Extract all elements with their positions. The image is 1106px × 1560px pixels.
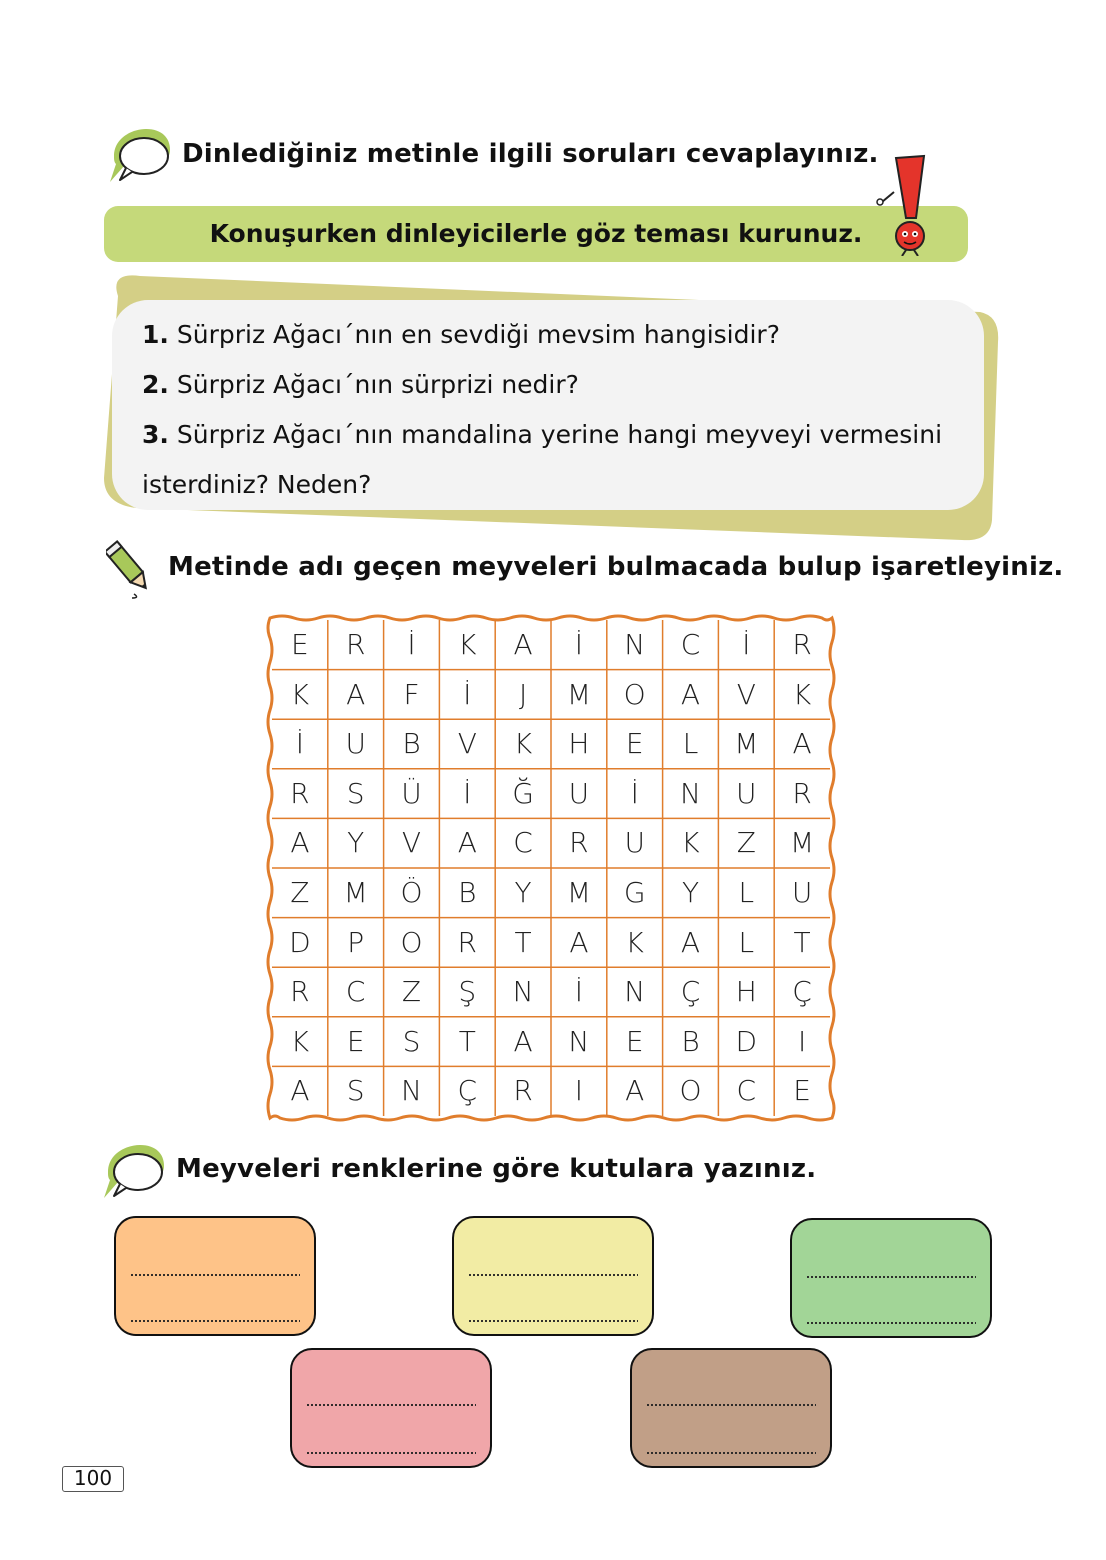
puzzle-cell[interactable]: C bbox=[736, 1074, 757, 1108]
puzzle-cell[interactable]: Z bbox=[401, 975, 422, 1009]
puzzle-cell[interactable]: T bbox=[458, 1024, 476, 1058]
puzzle-cell[interactable]: A bbox=[457, 826, 477, 860]
page-number: 100 bbox=[62, 1466, 124, 1492]
puzzle-cell[interactable]: Z bbox=[736, 826, 756, 860]
puzzle-cell[interactable]: A bbox=[680, 677, 701, 711]
puzzle-cell[interactable]: N bbox=[568, 1024, 590, 1058]
puzzle-cell[interactable]: N bbox=[512, 975, 534, 1009]
puzzle-cell[interactable]: O bbox=[400, 925, 423, 959]
puzzle-cell[interactable]: I bbox=[574, 1074, 584, 1108]
question-number: 3. bbox=[142, 420, 169, 449]
puzzle-cell[interactable]: D bbox=[735, 1024, 758, 1058]
puzzle-cell[interactable]: İ bbox=[463, 776, 472, 810]
puzzle-cell[interactable]: Y bbox=[681, 876, 700, 909]
puzzle-cell[interactable]: A bbox=[290, 826, 310, 860]
puzzle-cell[interactable]: N bbox=[401, 1074, 422, 1108]
puzzle-cell[interactable]: U bbox=[791, 876, 813, 909]
puzzle-cell[interactable]: Ç bbox=[457, 1074, 478, 1108]
puzzle-cell[interactable]: T bbox=[514, 925, 532, 959]
puzzle-cell[interactable]: A bbox=[569, 925, 589, 959]
puzzle-cell[interactable]: Ö bbox=[400, 876, 423, 909]
speech-bubble-icon bbox=[104, 126, 172, 186]
puzzle-cell[interactable]: R bbox=[457, 925, 478, 959]
brown-fruit-box[interactable] bbox=[630, 1348, 832, 1468]
puzzle-cell[interactable]: A bbox=[290, 1074, 310, 1108]
puzzle-cell[interactable]: A bbox=[625, 1074, 645, 1108]
word-search-puzzle bbox=[264, 612, 844, 1124]
puzzle-cell[interactable]: U bbox=[624, 826, 645, 860]
puzzle-cell[interactable]: B bbox=[402, 727, 421, 761]
question-text: Sürpriz Ağacı´nın en sevdiği mevsim hangisidir? bbox=[176, 320, 780, 349]
puzzle-cell[interactable]: B bbox=[681, 1024, 700, 1058]
puzzle-cell[interactable]: M bbox=[566, 677, 591, 711]
puzzle-cell[interactable]: J bbox=[518, 677, 528, 711]
puzzle-cell[interactable]: İ bbox=[574, 975, 584, 1009]
puzzle-cell[interactable]: C bbox=[345, 975, 366, 1009]
puzzle-cell[interactable]: N bbox=[624, 628, 646, 661]
puzzle-cell[interactable]: İ bbox=[463, 677, 472, 711]
puzzle-cell[interactable]: Y bbox=[347, 826, 365, 860]
puzzle-cell[interactable]: B bbox=[458, 876, 477, 909]
speech-bubble-icon bbox=[98, 1142, 166, 1202]
yellow-fruit-box[interactable] bbox=[452, 1216, 654, 1336]
puzzle-cell[interactable]: M bbox=[343, 876, 368, 909]
puzzle-cell[interactable]: C bbox=[513, 826, 533, 860]
section1-heading: Dinlediğiniz metinle ilgili soruları cevaplayınız. bbox=[182, 139, 879, 169]
green-fruit-box[interactable] bbox=[790, 1218, 992, 1338]
section2-heading: Metinde adı geçen meyveleri bulmacada bulup işaretleyiniz. bbox=[168, 552, 1064, 582]
puzzle-cell[interactable]: Ü bbox=[401, 776, 422, 810]
puzzle-cell[interactable]: İ bbox=[574, 628, 584, 661]
puzzle-cell[interactable]: H bbox=[735, 975, 757, 1009]
puzzle-cell[interactable]: A bbox=[513, 1024, 533, 1058]
puzzle-cell[interactable]: R bbox=[569, 826, 589, 860]
puzzle-cell[interactable]: İ bbox=[407, 628, 416, 661]
puzzle-cell[interactable]: L bbox=[738, 925, 755, 959]
puzzle-cell[interactable]: N bbox=[624, 975, 646, 1009]
puzzle-cell[interactable]: U bbox=[736, 776, 757, 810]
puzzle-cell[interactable]: R bbox=[290, 776, 310, 810]
question-number: 1. bbox=[142, 320, 169, 349]
pencil-icon bbox=[106, 538, 152, 600]
puzzle-cell[interactable]: R bbox=[792, 776, 812, 810]
puzzle-cell[interactable]: A bbox=[680, 925, 701, 959]
puzzle-cell[interactable]: O bbox=[623, 677, 646, 711]
orange-fruit-box[interactable] bbox=[114, 1216, 316, 1336]
puzzle-cell[interactable]: K bbox=[792, 677, 812, 711]
puzzle-cell[interactable]: K bbox=[458, 628, 477, 661]
puzzle-cell[interactable]: E bbox=[625, 727, 644, 761]
puzzle-cell[interactable]: T bbox=[793, 925, 811, 959]
puzzle-cell[interactable]: L bbox=[738, 876, 755, 909]
question-text: Sürpriz Ağacı´nın sürprizi nedir? bbox=[176, 370, 579, 399]
puzzle-cell[interactable]: F bbox=[403, 677, 420, 711]
puzzle-cell[interactable]: E bbox=[291, 628, 309, 661]
puzzle-cell[interactable]: K bbox=[681, 826, 700, 860]
question-1 bbox=[142, 310, 780, 360]
question-number: 2. bbox=[142, 370, 169, 399]
puzzle-cell[interactable]: R bbox=[290, 975, 310, 1009]
puzzle-cell[interactable]: Z bbox=[290, 876, 310, 909]
exclamation-mascot-icon bbox=[872, 152, 942, 256]
puzzle-cell[interactable]: Ç bbox=[792, 975, 812, 1009]
puzzle-cell[interactable]: Ş bbox=[458, 975, 477, 1009]
puzzle-cell[interactable]: V bbox=[736, 677, 756, 711]
puzzle-cell[interactable]: I bbox=[797, 1024, 807, 1058]
puzzle-cell[interactable]: K bbox=[290, 677, 310, 711]
puzzle-cell[interactable]: L bbox=[682, 727, 699, 761]
puzzle-cell[interactable]: R bbox=[792, 628, 812, 661]
section3-heading: Meyveleri renklerine göre kutulara yazınız. bbox=[176, 1154, 817, 1184]
puzzle-cell[interactable]: Ğ bbox=[512, 776, 534, 810]
puzzle-cell[interactable]: K bbox=[513, 727, 533, 761]
puzzle-cell[interactable]: S bbox=[346, 1074, 365, 1108]
puzzle-cell[interactable]: O bbox=[679, 1074, 702, 1108]
tip-text: Konuşurken dinleyicilerle göz teması kurunuz. bbox=[209, 219, 863, 248]
puzzle-cell[interactable]: K bbox=[290, 1024, 310, 1058]
puzzle-cell[interactable]: R bbox=[345, 628, 366, 661]
puzzle-cell[interactable]: V bbox=[401, 826, 422, 860]
puzzle-grid bbox=[272, 620, 830, 1116]
puzzle-cell[interactable]: M bbox=[734, 727, 759, 761]
puzzle-cell[interactable]: Y bbox=[514, 876, 532, 909]
puzzle-cell[interactable]: U bbox=[345, 727, 366, 761]
puzzle-cell[interactable]: S bbox=[346, 776, 365, 810]
question-2 bbox=[142, 360, 579, 410]
puzzle-cell[interactable]: D bbox=[289, 925, 311, 959]
puzzle-cell[interactable]: V bbox=[457, 727, 477, 761]
question-3-continuation: isterdiniz? Neden? bbox=[142, 470, 372, 499]
puzzle-cell[interactable]: A bbox=[346, 677, 366, 711]
puzzle-cell[interactable]: İ bbox=[630, 776, 639, 810]
puzzle-cell[interactable]: İ bbox=[295, 727, 305, 761]
pink-fruit-box[interactable] bbox=[290, 1348, 492, 1468]
puzzle-cell[interactable]: G bbox=[623, 876, 646, 909]
puzzle-cell[interactable]: N bbox=[680, 776, 701, 810]
question-text: Sürpriz Ağacı´nın mandalina yerine hangi meyveyi vermesini bbox=[176, 420, 943, 449]
puzzle-cell[interactable]: S bbox=[402, 1024, 421, 1058]
question-3 bbox=[142, 410, 942, 460]
puzzle-cell[interactable]: K bbox=[625, 925, 644, 959]
puzzle-cell[interactable]: E bbox=[793, 1074, 811, 1108]
puzzle-cell[interactable]: E bbox=[625, 1024, 644, 1058]
puzzle-cell[interactable]: A bbox=[792, 727, 812, 761]
puzzle-cell[interactable]: R bbox=[513, 1074, 533, 1108]
puzzle-cell[interactable]: C bbox=[680, 628, 701, 661]
puzzle-cell[interactable]: M bbox=[790, 826, 815, 860]
puzzle-cell[interactable]: U bbox=[568, 776, 590, 810]
puzzle-cell[interactable]: A bbox=[513, 628, 533, 661]
puzzle-cell[interactable]: E bbox=[346, 1024, 365, 1058]
puzzle-cell[interactable]: M bbox=[566, 876, 591, 909]
puzzle-cell[interactable]: Ç bbox=[680, 975, 701, 1009]
puzzle-cell[interactable]: P bbox=[347, 925, 365, 959]
puzzle-cell[interactable]: İ bbox=[742, 628, 751, 661]
puzzle-cell[interactable]: H bbox=[568, 727, 590, 761]
